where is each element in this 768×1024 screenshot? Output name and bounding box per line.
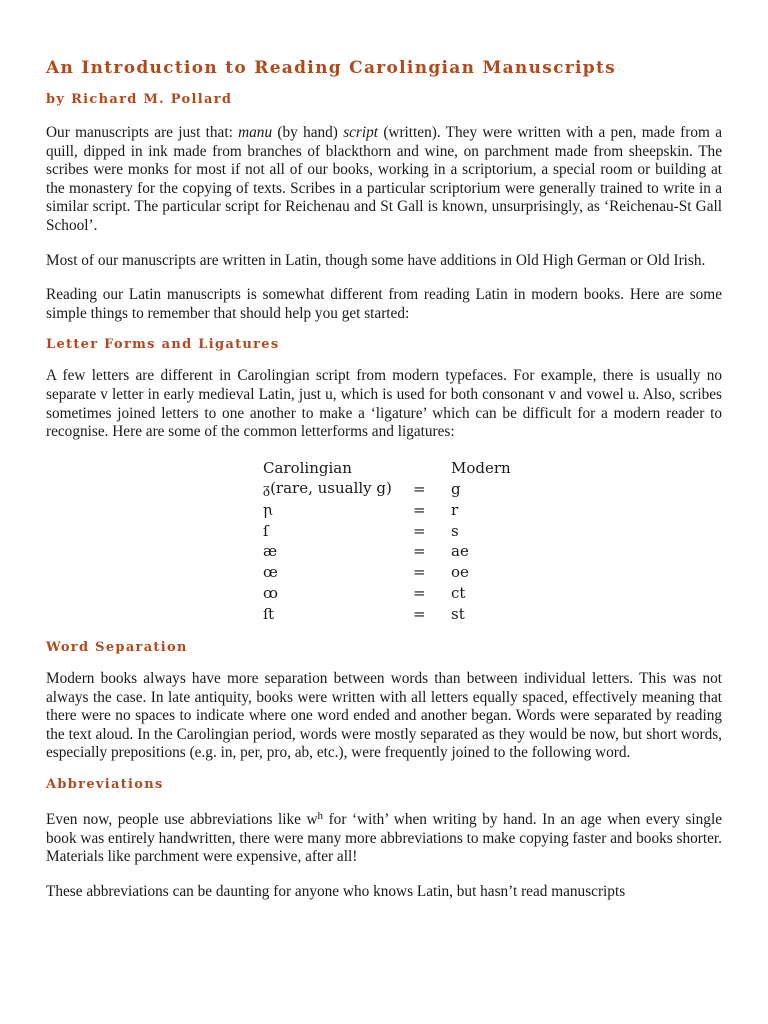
carolingian-form: æ <box>263 542 278 561</box>
equals-sign: = <box>413 583 426 602</box>
ligature-row <box>263 562 722 583</box>
text-span: (by hand) <box>272 124 344 141</box>
abbreviation-example <box>306 811 323 828</box>
modern-form: oe <box>451 563 469 582</box>
text-span: Even now, people use abbreviations like <box>46 811 307 829</box>
carolingian-form: ꞃ <box>263 500 273 519</box>
carolingian-form: œ <box>263 563 278 582</box>
equals-sign: = <box>413 479 426 498</box>
ligature-table <box>263 458 722 624</box>
modern-form: ct <box>451 583 466 602</box>
intro-paragraph-2: Most of our manuscripts are written in Latin, though some have additions in Old High German or Old Irish. <box>46 251 706 269</box>
carolingian-form: ᵹ(rare, usually g) <box>263 479 392 498</box>
ligature-row <box>263 479 722 500</box>
equals-sign: = <box>413 521 426 540</box>
ligature-row <box>263 583 722 604</box>
text-span: Our manuscripts are just that: <box>46 124 239 141</box>
ligature-row <box>263 520 722 541</box>
section-heading-word-separation: Word Separation <box>46 640 188 656</box>
modern-form: st <box>451 604 465 623</box>
section-heading-abbreviations: Abbreviations <box>46 777 164 793</box>
section-heading-letter-forms: Letter Forms and Ligatures <box>46 337 280 353</box>
document-title: An Introduction to Reading Carolingian Manuscripts <box>46 58 616 78</box>
abbreviation-letter: w <box>306 811 318 829</box>
ligature-table-rows <box>263 479 722 625</box>
modern-form: r <box>451 500 459 519</box>
modern-form: g <box>451 479 461 498</box>
author-byline: by Richard M. Pollard <box>46 92 233 107</box>
abbreviations-paragraph-1 <box>46 807 722 867</box>
ligature-table-header <box>263 458 722 479</box>
ligature-row <box>263 499 722 520</box>
italic-term-script: script <box>343 124 379 141</box>
document-page <box>46 58 722 917</box>
intro-paragraph-3: Reading our Latin manuscripts is somewhat different from reading Latin in modern books. Here are some simple things to remember that should help you get started: <box>46 286 722 322</box>
abbreviations-paragraph-2: These abbreviations can be daunting for anyone who knows Latin, but hasn’t read manuscripts <box>46 882 626 900</box>
modern-form: ae <box>451 542 469 561</box>
word-separation-paragraph: Modern books always have more separation between words than between individual letters. This was not always the case. In late antiquity, books were written with all letters equally spaced, effectively meaning that there were no spaces to indicate where one word ended and another began. Words were separated by reading the text aloud. In the Carolingian period, words were mostly separated as they would be now, but short words, especially prepositions (e.g. in, per, pro, ab, etc.), were frequently joined to the following word. <box>46 670 722 762</box>
ligature-row <box>263 603 722 624</box>
abbreviation-superscript: h <box>317 810 324 823</box>
text-span: (written). They were written with a pen, made from a quill, dipped in ink made from branches of blackthorn and wine, on parchment made from sheepskin. The scribes were monks for most if not all of our books, working in a scriptorium, a special room or building at the monastery for the copying of texts. Scribes in a particular scriptorium were generally trained to write in a similar script. The particular script for Reichenau and St Gall is known, unsurprisingly, as ‘Reichenau-St Gall School’. <box>46 124 722 234</box>
intro-paragraph-1 <box>46 124 722 236</box>
carolingian-form: ﬅ <box>263 604 275 623</box>
column-header-modern: Modern <box>451 459 511 478</box>
text-span: for ‘with’ when writing by hand. In an age when every single book was entirely handwritten, there were many more abbreviations to make copying faster and books shorter. Materials like parchment were expensive, after all! <box>46 811 722 866</box>
equals-sign: = <box>413 563 426 582</box>
equals-sign: = <box>413 542 426 561</box>
equals-sign: = <box>413 604 426 623</box>
ligature-row <box>263 541 722 562</box>
column-header-carolingian: Carolingian <box>263 459 352 478</box>
italic-term-manu: manu <box>238 124 273 141</box>
carolingian-form: ꝏ <box>263 583 278 602</box>
letter-forms-paragraph: A few letters are different in Carolingian script from modern typefaces. For example, there is usually no separate v letter in early medieval Latin, just u, which is used for both consonant v and vowel u. Also, scribes sometimes joined letters to one another to make a ‘ligature’ which can be difficult for a modern reader to recognise. Here are some of the common letterforms and ligatures: <box>46 367 722 441</box>
equals-sign: = <box>413 500 426 519</box>
modern-form: s <box>451 521 459 540</box>
carolingian-form: ſ <box>263 521 269 540</box>
